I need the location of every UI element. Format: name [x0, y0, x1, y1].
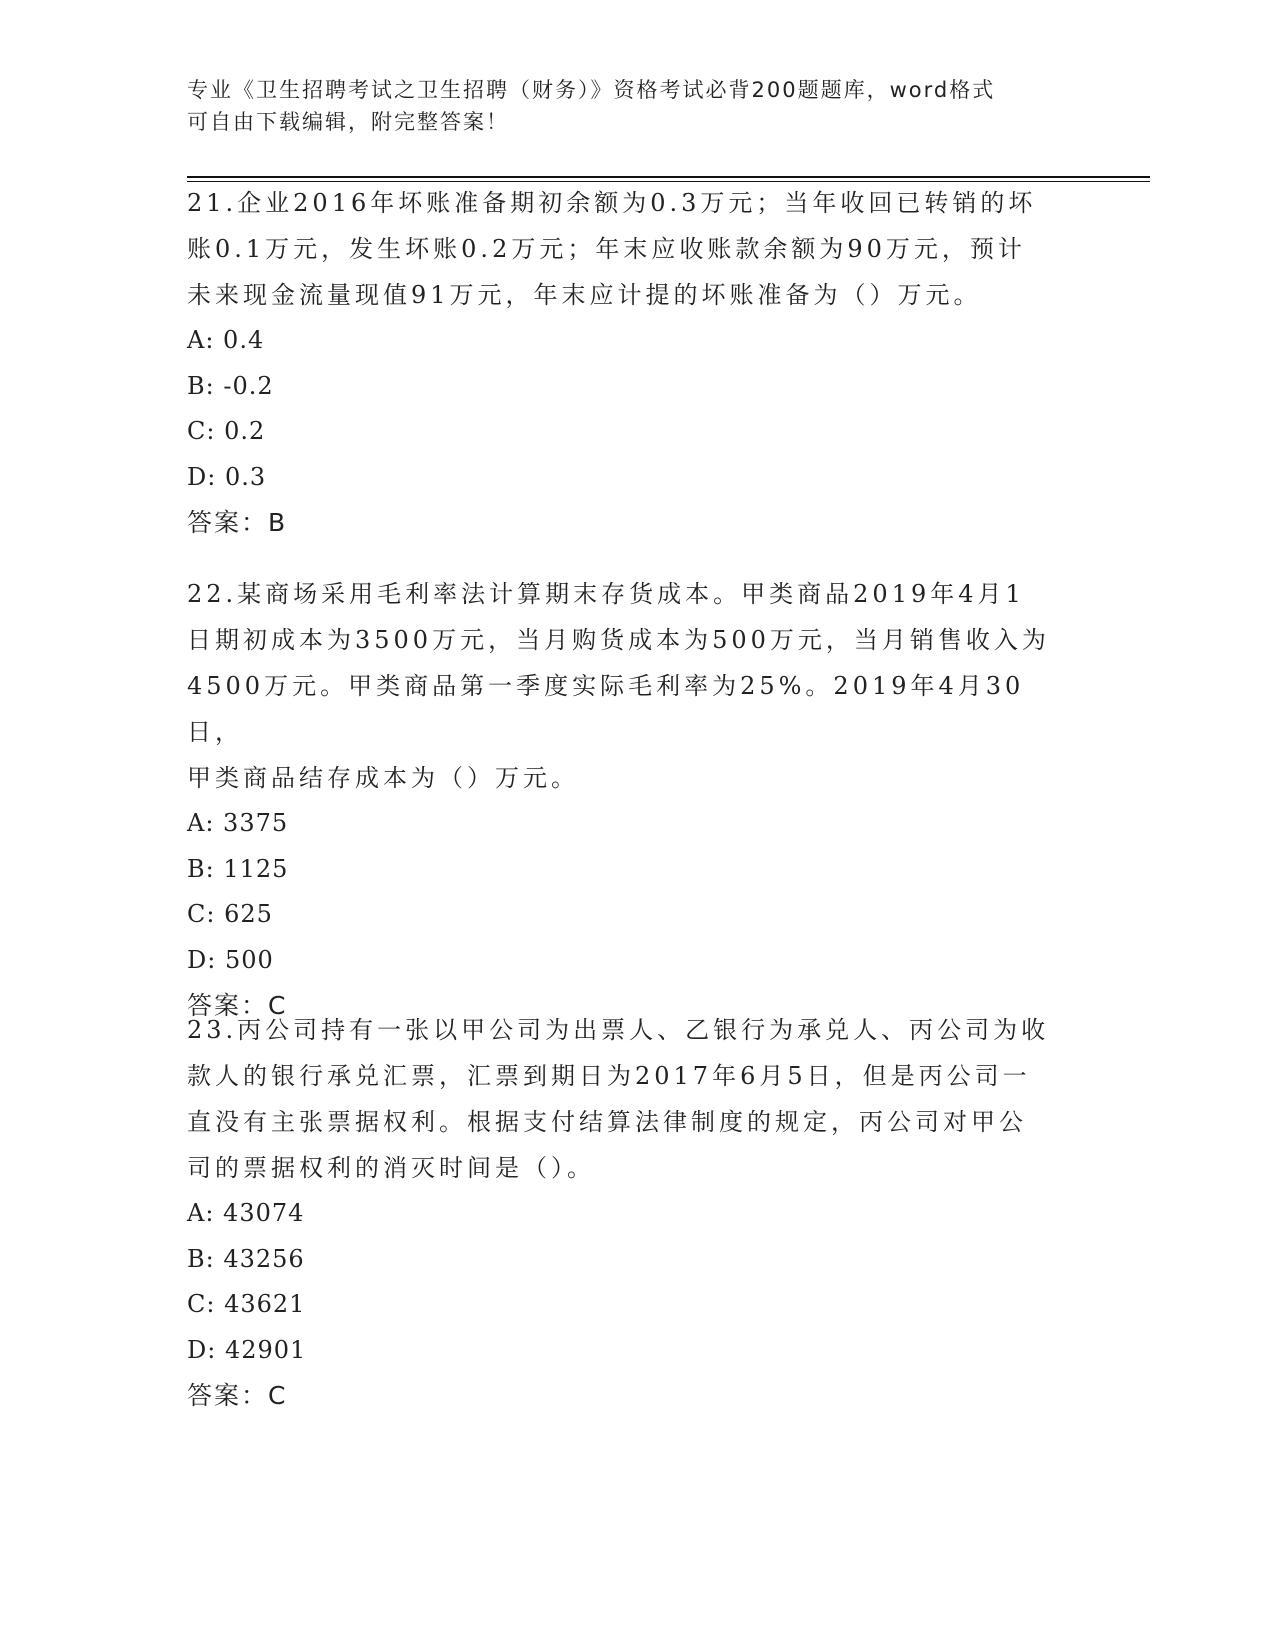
- question-stem-line: 甲类商品结存成本为（）万元。: [187, 764, 579, 792]
- option-a: A: 43074: [187, 1199, 305, 1227]
- option-a: A: 3375: [187, 809, 289, 837]
- question-stem-line: 22.某商场采用毛利率法计算期末存货成本。甲类商品2019年4月1: [187, 580, 1025, 608]
- option-c: C: 0.2: [187, 417, 266, 445]
- question-stem-line: 21.企业2016年坏账准备期初余额为0.3万元；当年收回已转销的坏: [187, 189, 1037, 217]
- question-stem-line: 账0.1万元，发生坏账0.2万元；年末应收账款余额为90万元，预计: [187, 235, 1026, 263]
- question-stem-line: 日期初成本为3500万元，当月购货成本为500万元，当月销售收入为: [187, 626, 1050, 654]
- question-stem-line: 23.丙公司持有一张以甲公司为出票人、乙银行为承兑人、丙公司为收: [187, 1016, 1050, 1044]
- question-23: [187, 1007, 1067, 1419]
- option-c: C: 43621: [187, 1290, 306, 1318]
- header-divider-thick: [187, 176, 1150, 178]
- option-d: D: 0.3: [187, 462, 267, 491]
- question-stem-line: 司的票据权利的消灭时间是（）。: [187, 1154, 595, 1182]
- question-21: [187, 180, 1067, 546]
- answer-label: 答案：C: [187, 1381, 288, 1410]
- option-b: B: -0.2: [187, 371, 274, 400]
- answer-label: 答案：B: [187, 508, 288, 537]
- header-line-1: 专业《卫生招聘考试之卫生招聘（财务）》资格考试必背200题题库，word格式: [187, 78, 996, 102]
- document-header: [187, 74, 1067, 138]
- option-b: B: 1125: [187, 854, 289, 883]
- question-22: [187, 571, 1067, 1029]
- question-stem-line: 4500万元。甲类商品第一季度实际毛利率为25%。2019年4月30日，: [187, 672, 1025, 746]
- answer-label: 答案：C: [187, 991, 288, 1020]
- option-b: B: 43256: [187, 1244, 305, 1273]
- option-d: D: 42901: [187, 1335, 307, 1364]
- question-stem-line: 款人的银行承兑汇票，汇票到期日为2017年6月5日，但是丙公司一: [187, 1062, 1031, 1090]
- option-c: C: 625: [187, 900, 273, 928]
- option-a: A: 0.4: [187, 326, 265, 354]
- header-line-2: 可自由下载编辑，附完整答案！: [187, 110, 509, 134]
- question-stem-line: 直没有主张票据权利。根据支付结算法律制度的规定，丙公司对甲公: [187, 1108, 1027, 1136]
- question-stem-line: 未来现金流量现值91万元，年末应计提的坏账准备为（）万元。: [187, 281, 982, 309]
- option-d: D: 500: [187, 945, 274, 974]
